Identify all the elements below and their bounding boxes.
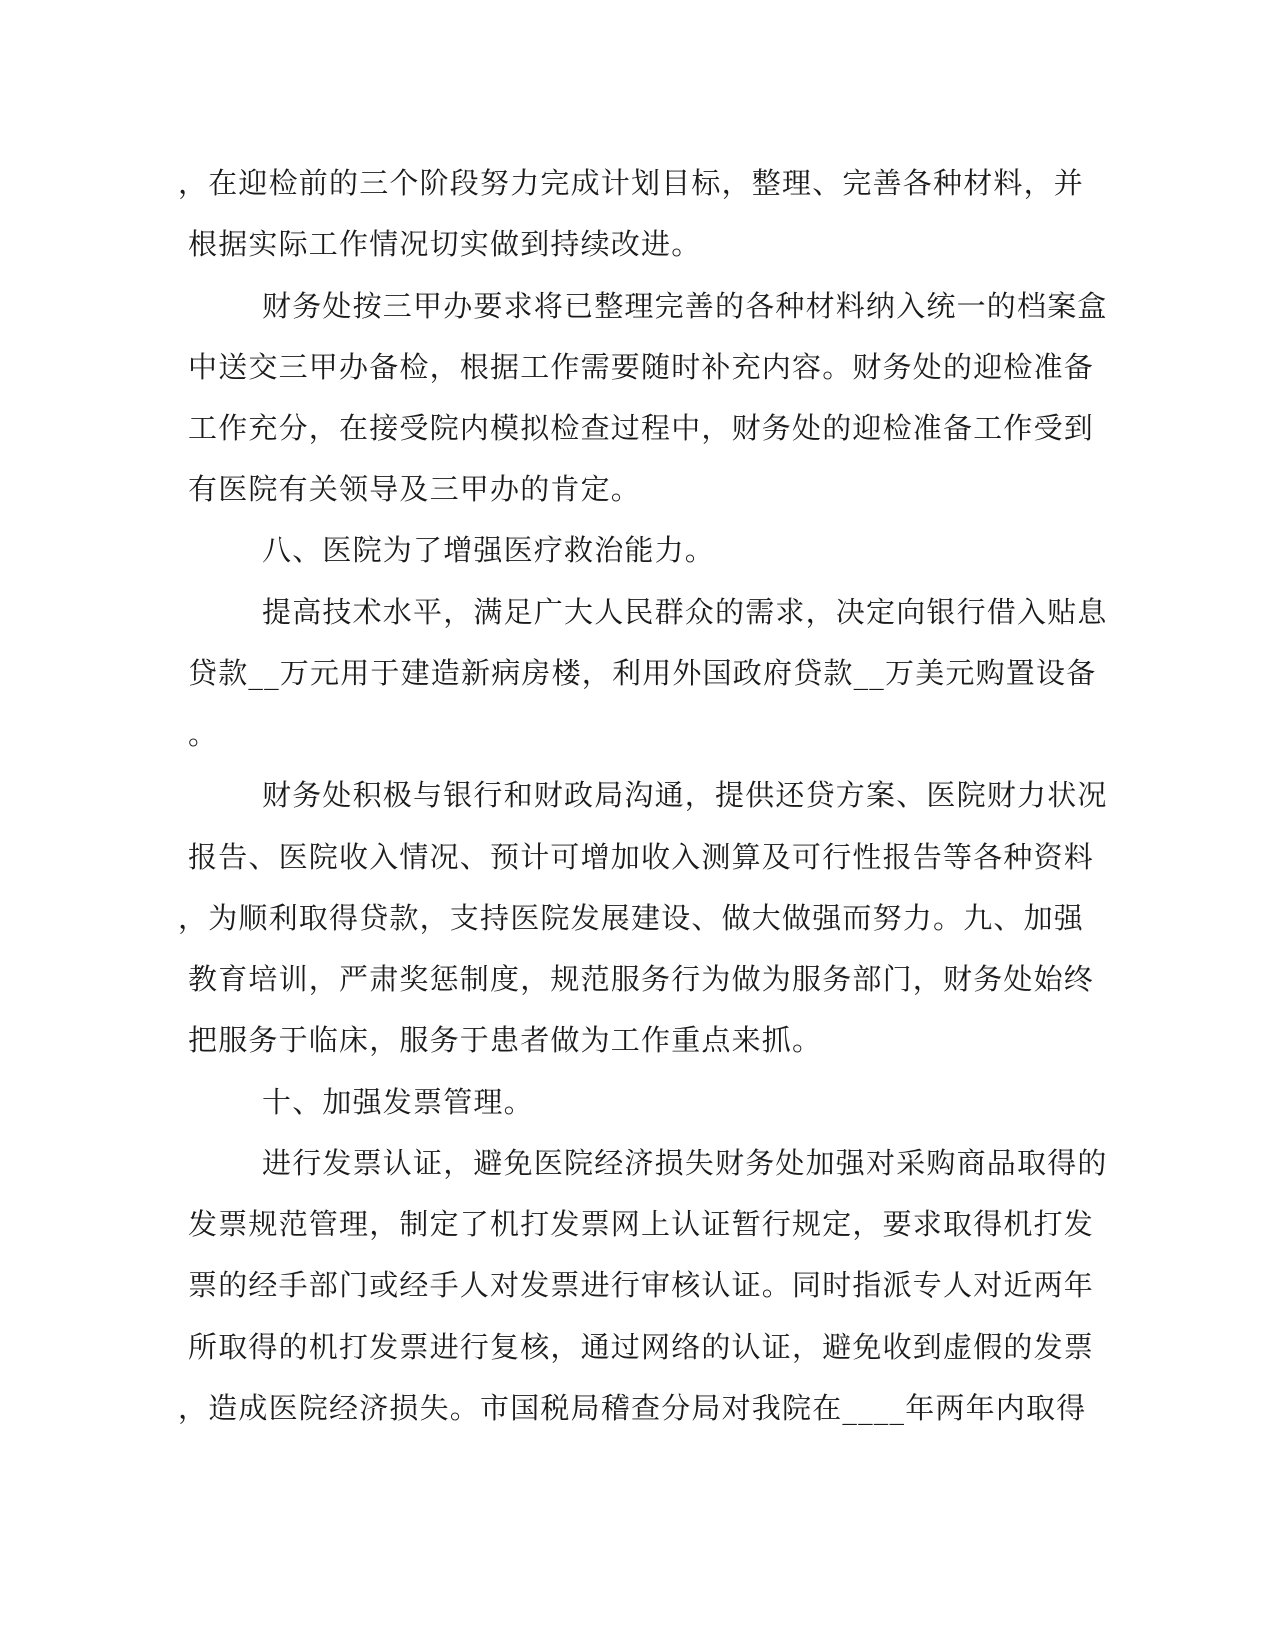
text-line: 工作充分，在接受院内模拟检查过程中，财务处的迎检准备工作受到	[188, 411, 1095, 445]
text-line: 教育培训，严肃奖惩制度，规范服务行为做为服务部门，财务处始终	[188, 962, 1095, 996]
text-line: 。	[188, 717, 219, 751]
text-line: 所取得的机打发票进行复核，通过网络的认证，避免收到虚假的发票	[188, 1330, 1095, 1364]
text-line: 报告、医院收入情况、预计可增加收入测算及可行性报告等各种资料	[188, 840, 1095, 874]
text-line: 发票规范管理，制定了机打发票网上认证暂行规定，要求取得机打发	[188, 1207, 1095, 1241]
text-line: ，在迎检前的三个阶段努力完成计划目标，整理、完善各种材料，并	[178, 166, 1085, 200]
text-line: 票的经手部门或经手人对发票进行审核认证。同时指派专人对近两年	[188, 1268, 1095, 1302]
text-line: 财务处按三甲办要求将已整理完善的各种材料纳入统一的档案盒	[262, 289, 1108, 323]
text-line: ，造成医院经济损失。市国税局稽查分局对我院在____年两年内取得	[178, 1391, 1087, 1425]
text-line: 财务处积极与银行和财政局沟通，提供还贷方案、医院财力状况	[262, 778, 1108, 812]
text-line: 进行发票认证，避免医院经济损失财务处加强对采购商品取得的	[262, 1146, 1108, 1180]
text-line: ，为顺利取得贷款，支持医院发展建设、做大做强而努力。九、加强	[178, 901, 1085, 935]
text-line: 贷款__万元用于建造新病房楼，利用外国政府贷款__万美元购置设备	[188, 656, 1097, 690]
text-line: 把服务于临床，服务于患者做为工作重点来抓。	[188, 1023, 823, 1057]
text-line: 有医院有关领导及三甲办的肯定。	[188, 472, 642, 506]
section-heading: 八、医院为了增强医疗救治能力。	[262, 533, 716, 567]
text-line: 根据实际工作情况切实做到持续改进。	[188, 227, 702, 261]
section-heading: 十、加强发票管理。	[262, 1085, 534, 1119]
text-line: 中送交三甲办备检，根据工作需要随时补充内容。财务处的迎检准备	[188, 350, 1095, 384]
text-line: 提高技术水平，满足广大人民群众的需求，决定向银行借入贴息	[262, 595, 1108, 629]
